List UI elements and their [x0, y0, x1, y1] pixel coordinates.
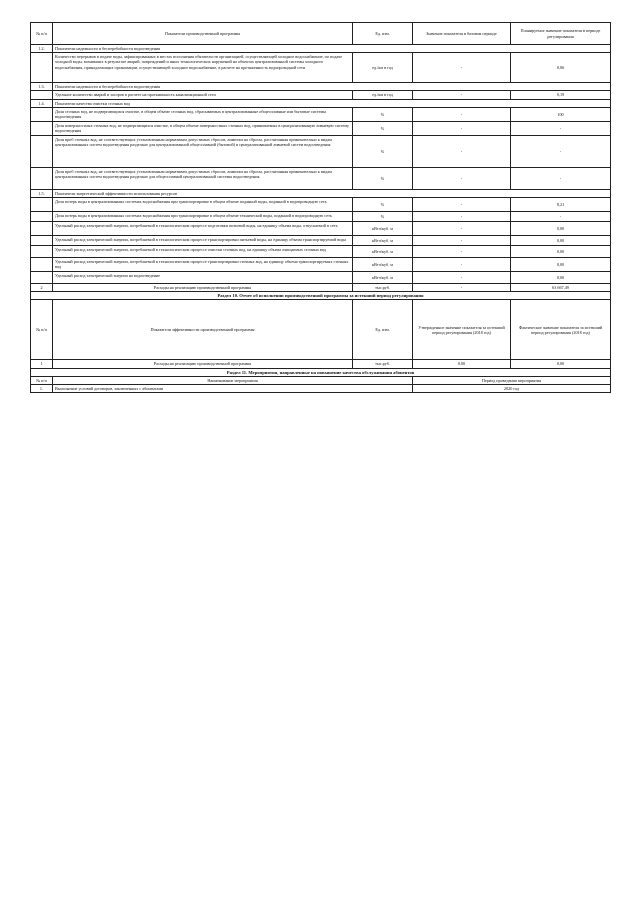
- row-name: Доля потерь воды в централизованных системах водоснабжения при транспортировке в общем объеме технической воды, поданной в водопроводную сеть: [53, 212, 353, 222]
- s11-row-period: 2020 год: [413, 385, 611, 393]
- section10-title: Раздел 10. Отчет об исполнении производственной программы за истекший период регулирования: [31, 292, 611, 300]
- s10-row-unit: тыс.руб.: [353, 360, 413, 368]
- table-header-row: [31, 23, 611, 45]
- group-title: Показатели энергетической эффективности использования ресурсов: [53, 189, 611, 197]
- s10-header-actual: Фактическое значение показателя за истекший период регулирования (2018 год): [511, 300, 611, 360]
- table-row: [31, 246, 611, 258]
- row-base: -: [413, 53, 511, 83]
- row-num: 2: [31, 284, 53, 292]
- row-unit: кВтч/куб. м: [353, 258, 413, 272]
- group-row: [31, 45, 611, 53]
- row-plan: -: [511, 212, 611, 222]
- row-name: Удельный расход электрической энергии, потребляемой в технологическом процессе транспортировки питьевой воды, на единицу объема транспортируемой воды: [53, 236, 353, 246]
- row-base: -: [413, 258, 511, 272]
- production-program-table: [30, 22, 611, 393]
- row-num: [31, 222, 53, 236]
- row-base: -: [413, 246, 511, 258]
- row-num: [31, 91, 53, 99]
- row-name: Доля поверхностных сточных вод, не подвергающихся очистке, в общем объеме поверхностных сточных вод, принимаемых в централизованную ливневую систему водоотведения: [53, 121, 353, 135]
- table-row: [31, 236, 611, 246]
- document-page: [30, 22, 610, 393]
- row-num: [31, 258, 53, 272]
- table-row: [31, 258, 611, 272]
- row-base: -: [413, 135, 511, 167]
- section11-title: Раздел 11. Мероприятия, направленные на повышение качества обслуживания абонентов: [31, 368, 611, 376]
- row-base: -: [413, 107, 511, 121]
- row-unit: %: [353, 107, 413, 121]
- header-unit: Ед. изм.: [353, 23, 413, 45]
- row-plan: -: [511, 135, 611, 167]
- row-num: [31, 135, 53, 167]
- row-base: -: [413, 121, 511, 135]
- row-plan: 0,00: [511, 258, 611, 272]
- row-plan: 0,00: [511, 272, 611, 284]
- section10-row: [31, 360, 611, 368]
- row-base: -: [413, 212, 511, 222]
- row-plan: 0,06: [511, 53, 611, 83]
- table-row: [31, 212, 611, 222]
- row-name: Доля проб сточных вод, не соответствующих установленным нормативам допустимых сбросов, лимитам на сбросы, рассчитанная применительно к видам централизованных систем водоотведения раздельно для общесплавной централизованной системы водоотведения: [53, 167, 353, 189]
- row-unit: кВтч/куб. м: [353, 246, 413, 258]
- row-num: [31, 53, 53, 83]
- s11-row-name: Выполнение условий договоров, заключенных с абонентами: [53, 385, 413, 393]
- s11-header-num: № п/п: [31, 376, 53, 384]
- table-row: [31, 135, 611, 167]
- group-row: [31, 189, 611, 197]
- row-unit: %: [353, 121, 413, 135]
- s10-header-unit: Ед. изм.: [353, 300, 413, 360]
- row-num: 1.5.: [31, 189, 53, 197]
- s11-row-num: 1.: [31, 385, 53, 393]
- row-base: -: [413, 236, 511, 246]
- row-num: [31, 107, 53, 121]
- row-base: -: [413, 91, 511, 99]
- row-num: [31, 198, 53, 212]
- group-title: Показатели надежности и бесперебойности водоотведения: [53, 45, 611, 53]
- row-name: Удельное количество аварий и засоров в расчете на протяженность канализационной сети: [53, 91, 353, 99]
- s10-header-name: Показатели эффективности производственной программы: [53, 300, 353, 360]
- row-name: Расходы на реализацию производственной программы: [53, 284, 353, 292]
- row-num: [31, 246, 53, 258]
- s11-header-period: Период проведения мероприятия: [413, 376, 611, 384]
- row-base: -: [413, 167, 511, 189]
- section10-title-row: [31, 292, 611, 300]
- s10-header-num: № п/п: [31, 300, 53, 360]
- row-unit: %: [353, 167, 413, 189]
- row-num: [31, 272, 53, 284]
- table-row: [31, 53, 611, 83]
- s10-row-name: Расходы на реализацию производственной программы: [53, 360, 353, 368]
- header-base: Значение показателя в базовом периоде: [413, 23, 511, 45]
- row-unit: %: [353, 198, 413, 212]
- row-name: Удельный расход электрической энергии, потребляемой в технологическом процессе очистки сточных вод, на единицу объема очищаемых сточных вод: [53, 246, 353, 258]
- group-row: [31, 83, 611, 91]
- row-unit: %: [353, 212, 413, 222]
- row-name: Удельный расход электрической энергии, потребляемой в технологическом процессе транспортировки сточных вод, на единицу объема транспортируемых сточных вод: [53, 258, 353, 272]
- row-plan: 0,00: [511, 246, 611, 258]
- section10-header-row: [31, 300, 611, 360]
- row-plan: 0,19: [511, 91, 611, 99]
- row-name: Удельный расход электрической энергии, потребляемой в технологическом процессе подготовки питьевой воды, на единицу объема воды, отпускаемой в сеть: [53, 222, 353, 236]
- total-row: [31, 284, 611, 292]
- s10-header-approved: Утвержденное значение показателя за истекший период регулирования (2018 год): [413, 300, 511, 360]
- table-row: [31, 167, 611, 189]
- table-row: [31, 222, 611, 236]
- row-name: Доля проб сточных вод, не соответствующих установленным нормативам допустимых сбросов, лимитам на сбросы, рассчитанная применительно к видам централизованных систем водоотведения раздельно для централизованной общесплавной (бытовой) и централизованной ливневой систем водоотведения: [53, 135, 353, 167]
- table-row: [31, 91, 611, 99]
- s10-row-num: 1: [31, 360, 53, 368]
- row-num: [31, 121, 53, 135]
- group-title: Показатели надежности и бесперебойности водоотведения: [53, 83, 611, 91]
- row-unit: тыс.руб.: [353, 284, 413, 292]
- row-base: -: [413, 198, 511, 212]
- row-num: 1.3.: [31, 83, 53, 91]
- row-plan: 100: [511, 107, 611, 121]
- row-plan: 63 667,49: [511, 284, 611, 292]
- section11-title-row: [31, 368, 611, 376]
- s10-row-approved: 0,00: [413, 360, 511, 368]
- group-title: Показатели качества очистки сточных вод: [53, 99, 611, 107]
- row-num: [31, 167, 53, 189]
- row-base: -: [413, 284, 511, 292]
- row-name: Удельный расход электрической энергии на водоотведение: [53, 272, 353, 284]
- s11-header-name: Наименование мероприятия: [53, 376, 413, 384]
- row-unit: ед./км в год: [353, 53, 413, 83]
- row-name: Доля сточных вод, не подвергающихся очистке, в общем объеме сточных вод, сбрасываемых в централизованные общесплавные или бытовые системы водоотведения: [53, 107, 353, 121]
- row-plan: -: [511, 121, 611, 135]
- row-unit: кВтч/куб. м: [353, 236, 413, 246]
- row-unit: ед./км в год: [353, 91, 413, 99]
- row-unit: %: [353, 135, 413, 167]
- row-unit: кВтч/куб. м: [353, 222, 413, 236]
- row-num: [31, 212, 53, 222]
- row-plan: -: [511, 167, 611, 189]
- row-plan: 8,21: [511, 198, 611, 212]
- row-name: Доля потерь воды в централизованных системах водоснабжения при транспортировке в общем объеме поданной воды, поданной в водопроводную сеть: [53, 198, 353, 212]
- table-row: [31, 107, 611, 121]
- section11-header-row: [31, 376, 611, 384]
- row-plan: 0,00: [511, 236, 611, 246]
- row-num: 1.2.: [31, 45, 53, 53]
- row-unit: кВтч/куб. м: [353, 272, 413, 284]
- section11-row: [31, 385, 611, 393]
- row-name: Количество перерывов в подаче воды, зафиксированных в местах исполнения обязательств организацией, осуществляющей холодное водоснабжение, по подаче холодной воды, возникших в результате аварий, повреждений и иных технологических нарушений на объектах централизованной системы холодного водоснабжения, принадлежащих организации, осуществляющей холодное водоснабжение, в расчете на протяженность водопроводной сети: [53, 53, 353, 83]
- header-plan: Планируемое значение показателя в периоде регулирования: [511, 23, 611, 45]
- header-num: № п/п: [31, 23, 53, 45]
- group-row: [31, 99, 611, 107]
- table-row: [31, 121, 611, 135]
- row-base: -: [413, 272, 511, 284]
- row-base: -: [413, 222, 511, 236]
- header-name: Показатели производственной программы: [53, 23, 353, 45]
- row-plan: 0,00: [511, 222, 611, 236]
- table-row: [31, 272, 611, 284]
- row-num: 1.4.: [31, 99, 53, 107]
- row-num: [31, 236, 53, 246]
- table-row: [31, 198, 611, 212]
- s10-row-actual: 0,00: [511, 360, 611, 368]
